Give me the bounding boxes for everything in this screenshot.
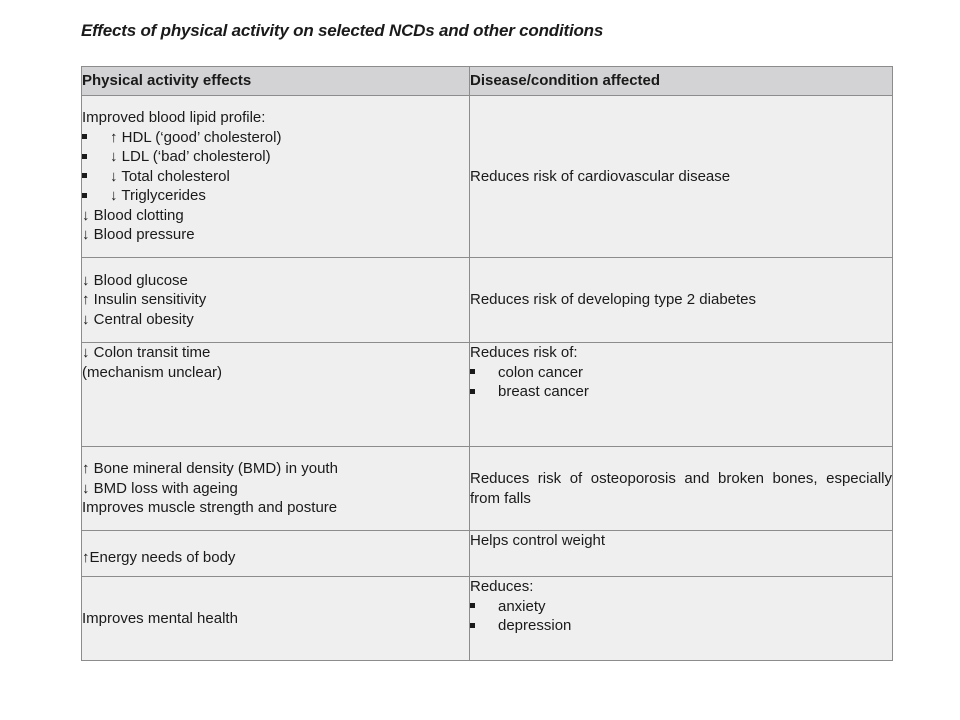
list-item: depression — [470, 616, 892, 636]
list-item: colon cancer — [470, 363, 892, 383]
effects-cell — [82, 531, 470, 577]
page-title: Effects of physical activity on selected NCDs and other conditions — [81, 21, 604, 40]
condition-cell — [470, 577, 893, 661]
table-row — [82, 531, 893, 577]
effects-cell — [82, 258, 470, 343]
effect-line: ↓ Blood pressure — [82, 226, 195, 244]
effect-line: ↑ Insulin sensitivity — [82, 291, 207, 309]
effect-line: ↓ Colon transit time — [82, 344, 211, 361]
condition-intro: Reduces: — [470, 578, 534, 595]
table-row — [82, 577, 893, 661]
list-item: ↓ Triglycerides — [82, 186, 469, 206]
effects-table — [81, 66, 893, 661]
effect-line: Improves muscle strength and posture — [82, 499, 338, 517]
effects-intro: Improved blood lipid profile: — [82, 109, 266, 127]
effect-line: Improves mental health — [82, 609, 238, 627]
effect-line: ↑ Bone mineral density (BMD) in youth — [82, 460, 338, 478]
condition-cell — [470, 343, 893, 447]
condition-text: Reduces risk of cardiovascular disease — [470, 167, 731, 185]
effects-cell — [82, 343, 470, 447]
list-item: anxiety — [470, 597, 892, 617]
bullet-icon — [82, 193, 87, 198]
column-header-condition: Disease/condition affected — [470, 67, 893, 96]
condition-cell — [470, 258, 893, 343]
effect-line: ↓ BMD loss with ageing — [82, 479, 238, 497]
effect-line: ↓ Blood clotting — [82, 206, 184, 224]
effects-cell — [82, 577, 470, 661]
bullet-icon — [82, 134, 87, 139]
condition-text: Reduces risk of developing type 2 diabetes — [470, 291, 757, 309]
bullet-icon — [82, 173, 87, 178]
condition-text: Reduces risk of osteoporosis and broken bones, especially from falls — [470, 470, 892, 507]
effects-cell — [82, 447, 470, 531]
table-row — [82, 96, 893, 258]
table-row — [82, 447, 893, 531]
list-item: breast cancer — [470, 382, 892, 402]
condition-intro: Reduces risk of: — [470, 344, 578, 361]
bullet-icon — [470, 369, 475, 374]
condition-cell — [470, 531, 893, 577]
table-header-row — [82, 67, 893, 96]
table-row — [82, 343, 893, 447]
bullet-icon — [82, 154, 87, 159]
condition-cell — [470, 96, 893, 258]
effect-line: ↑Energy needs of body — [82, 548, 236, 566]
column-header-effects: Physical activity effects — [82, 67, 470, 96]
bullet-icon — [470, 603, 475, 608]
effect-line: ↓ Central obesity — [82, 310, 194, 328]
bullet-icon — [470, 623, 475, 628]
effect-line: ↓ Blood glucose — [82, 271, 188, 289]
table-row — [82, 258, 893, 343]
list-item: ↑ HDL (‘good’ cholesterol) — [82, 128, 469, 148]
condition-cell — [470, 447, 893, 531]
list-item: ↓ LDL (‘bad’ cholesterol) — [82, 147, 469, 167]
effect-line: (mechanism unclear) — [82, 363, 223, 381]
list-item: ↓ Total cholesterol — [82, 167, 469, 187]
condition-text: Helps control weight — [470, 532, 606, 549]
bullet-icon — [470, 389, 475, 394]
effects-cell — [82, 96, 470, 258]
